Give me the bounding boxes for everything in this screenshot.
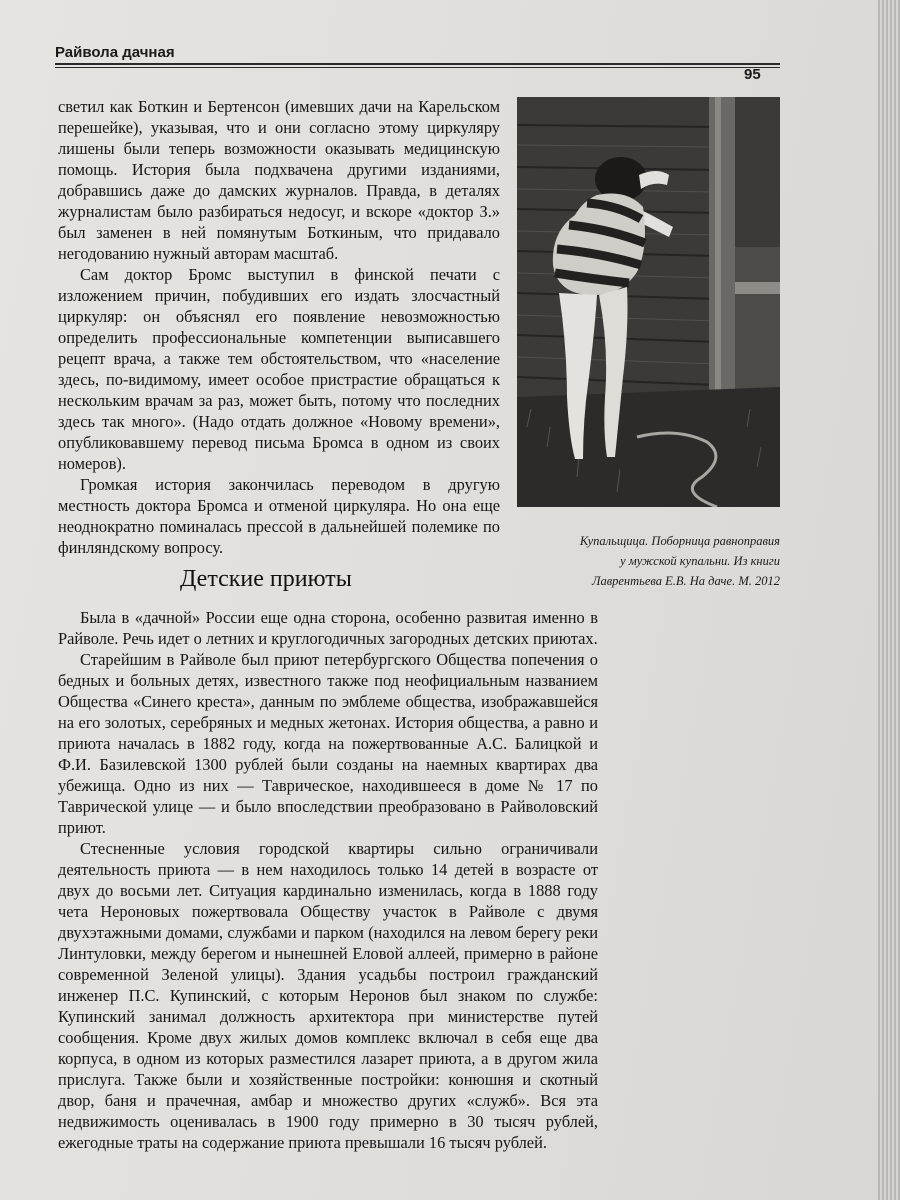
section-heading: Детские приюты: [180, 566, 352, 592]
caption-line: у мужской купальни. Из книги: [620, 554, 780, 568]
bather-illustration-drawing: [517, 97, 780, 507]
paragraph: Сам доктор Бромс выступил в финской печати с изложением причин, побудивших его издать злосчастный циркуляр: он объяснял его появление невозможностью определить профессиональные компетенции выписавшего рецепт врача, а также тем обстоятельством, что «население здесь, по-видимому, имеет особое пристрастие обращаться к нескольким врачам за раз, может быть, потому что последних здесь так много». (Надо отдать должное «Новому времени», опубликовавшему перевод письма Бромса в одном из своих номеров).: [58, 265, 500, 473]
paragraph: Была в «дачной» России еще одна сторона, особенно развитая именно в Райволе. Речь идет о летних и круглогодичных загородных детских приютах.: [58, 608, 598, 648]
header-rule: [55, 63, 780, 65]
running-title: Райвола дачная: [55, 44, 175, 61]
illustration-bather: [517, 97, 780, 507]
page-number: 95: [744, 66, 761, 83]
paragraph: Стесненные условия городской квартиры сильно ограничивали деятельность приюта — в нем находилось только 14 детей в возрасте от двух до восьми лет. Ситуация кардинально изменилась, когда в 1888 году чета Нероновых пожертвовала Обществу участок в Райволе с двумя двухэтажными домами, службами и парком (находился на левом берегу реки Линтуловки, между берегом и нынешней Еловой аллеей, примерно в районе современной Зеленой улицы). Здания усадьбы построил гражданский инженер П.С. Купинский, с которым Неронов был знаком по службе: Купинский занимал должность архитектора при министерстве путей сообщения. Кроме двух жилых домов комплекс включал в себя еще два корпуса, в одном из которых разместился лазарет приюта, а в другом жила прислуга. Также были и хозяйственные постройки: конюшня и скотный двор, баня и прачечная, амбар и множество других «служб». Вся эта недвижимость оценивалась в 1900 году примерно в 30 тысяч рублей, ежегодные траты на содержание приюта превышали 16 тысяч рублей.: [58, 839, 598, 1152]
page-stack-edge: [878, 0, 900, 1200]
body-text-column: [58, 607, 598, 1153]
header-rule-thin: [55, 67, 780, 68]
paragraph: светил как Боткин и Бертенсон (имевших дачи на Карельском перешейке), указывая, что и они согласно этому циркуляру лишены были теперь возможности оказывать медицинскую помощь. История была подхвачена другими изданиями, добравшись даже до дамских журналов. Правда, в деталях журналистам было разбираться недосуг, и вскоре «доктор З.» был заменен в ней помянутым Боткиным, что придавало негодованию нужный авторам масштаб.: [58, 97, 500, 263]
paragraph: Старейшим в Райволе был приют петербургского Общества попечения о бедных и больных детях, известного также под неофициальным названием Общества «Синего креста», данным по эмблеме общества, изображавшейся на его золотых, серебряных и медных жетонах. История общества, а равно и приюта началась в 1882 году, когда на пожертвованные А.С. Балицкой и Ф.И. Базилевской 1300 рублей были созданы на наемных квартирах два убежища. Одно из них — Таврическое, находившееся в доме № 17 по Таврической улице — и было впоследствии преобразовано в Райволовский приют.: [58, 650, 598, 837]
figure-caption: [520, 531, 780, 591]
caption-line: Лаврентьева Е.В. На даче. М. 2012: [591, 574, 780, 588]
caption-line: Купальщица. Поборница равноправия: [579, 534, 780, 548]
top-text-column: [58, 96, 500, 558]
paragraph: Громкая история закончилась переводом в другую местность доктора Бромса и отменой циркуляра. Но она еще неоднократно поминалась прессой в дальнейшей полемике по финляндскому вопросу.: [58, 475, 500, 557]
